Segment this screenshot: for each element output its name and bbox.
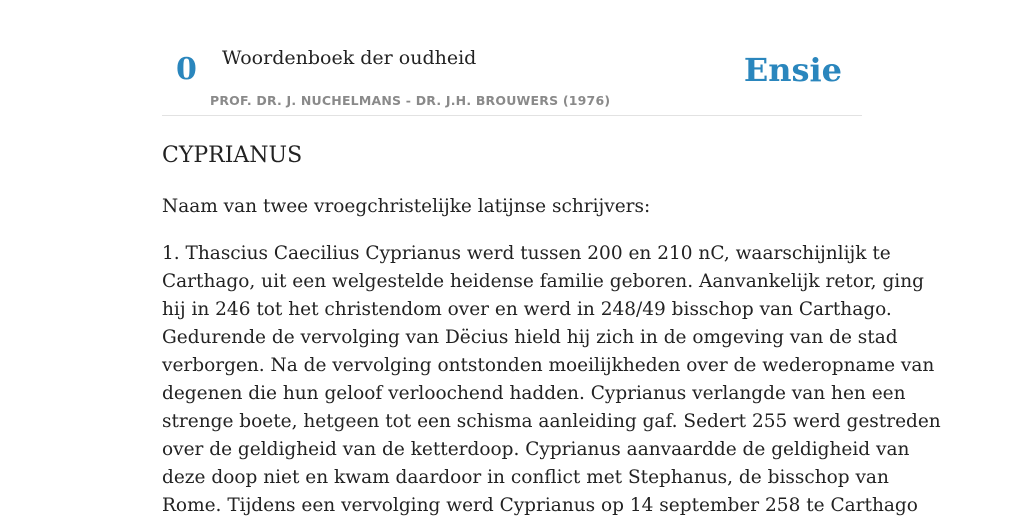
- entry-paragraph: [162, 240, 941, 520]
- book-title[interactable]: Woordenboek der oudheid: [222, 47, 477, 69]
- paragraph-line: strenge boete, hetgeen tot een schisma aanleiding gaf. Sedert 255 werd gestreden: [162, 411, 941, 432]
- entry-header: [162, 0, 862, 116]
- paragraph-line: Rome. Tijdens een vervolging werd Cyprianus op 14 september 258 te Carthago: [162, 495, 918, 516]
- entry-card: [162, 0, 941, 516]
- paragraph-line: over de geldigheid van de ketterdoop. Cyprianus aanvaardde de geldigheid van: [162, 439, 910, 460]
- paragraph-line: verborgen. Na de vervolging ontstonden moeilijkheden over de wederopname van: [162, 355, 935, 376]
- paragraph-line: deze doop niet en kwam daardoor in conflict met Stephanus, de bisschop van: [162, 467, 889, 488]
- letter-badge[interactable]: 0: [176, 52, 197, 87]
- entry-title: CYPRIANUS: [162, 143, 303, 168]
- paragraph-line: 1. Thascius Caecilius Cyprianus werd tussen 200 en 210 nC, waarschijnlijk te: [162, 243, 891, 264]
- paragraph-line: Carthago, uit een welgestelde heidense familie geboren. Aanvankelijk retor, ging: [162, 271, 924, 292]
- book-authors: PROF. DR. J. NUCHELMANS - DR. J.H. BROUWERS (1976): [210, 93, 611, 108]
- paragraph-line: Gedurende de vervolging van Dëcius hield hij zich in de omgeving van de stad: [162, 327, 898, 348]
- brand-logo-link[interactable]: Ensie: [743, 51, 842, 89]
- paragraph-line: degenen die hun geloof verloochend hadden. Cyprianus verlangde van hen een: [162, 383, 906, 404]
- entry-intro: Naam van twee vroegchristelijke latijnse schrijvers:: [162, 196, 651, 217]
- paragraph-line: hij in 246 tot het christendom over en werd in 248/49 bisschop van Carthago.: [162, 299, 892, 320]
